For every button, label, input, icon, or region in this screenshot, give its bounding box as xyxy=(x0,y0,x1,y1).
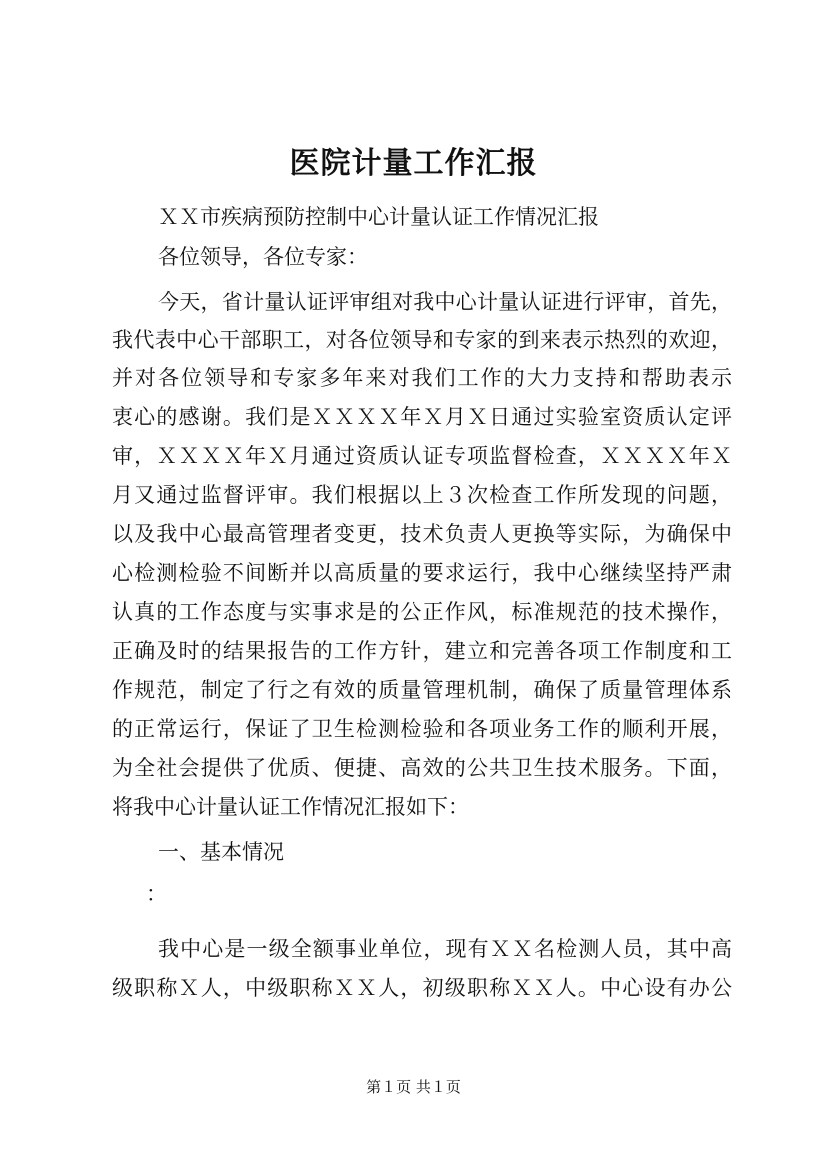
paragraph-line: 为全社会提供了优质、便捷、高效的公共卫生技术服务。下面， xyxy=(112,756,732,780)
paragraph-line: 认真的工作态度与实事求是的公正作风，标准规范的技术操作， xyxy=(112,600,732,624)
paragraph-line: 以及我中心最高管理者变更，技术负责人更换等实际，为确保中 xyxy=(112,522,732,546)
paragraph-line: 月又通过监督评审。我们根据以上３次检查工作所发现的问题， xyxy=(112,483,732,507)
paragraph-line: 今天，省计量认证评审组对我中心计量认证进行评审，首先， xyxy=(158,290,732,314)
paragraph-line: 级职称Ｘ人，中级职称ＸＸ人，初级职称ＸＸ人。中心设有办公 xyxy=(112,976,732,1000)
paragraph-line: 作规范，制定了行之有效的质量管理机制，确保了质量管理体系 xyxy=(112,678,732,702)
paragraph-line: 的正常运行，保证了卫生检测检验和各项业务工作的顺利开展， xyxy=(112,717,732,741)
paragraph-line: 并对各位领导和专家多年来对我们工作的大力支持和帮助表示 xyxy=(112,366,732,390)
paragraph-line: 心检测检验不间断并以高质量的要求运行，我中心继续坚持严肃 xyxy=(112,561,732,585)
paragraph-line: 将我中心计量认证工作情况汇报如下： xyxy=(112,795,469,819)
section-heading: 一、基本情况 xyxy=(158,840,284,864)
salutation: 各位领导，各位专家： xyxy=(158,245,368,269)
colon-line: ： xyxy=(146,882,167,906)
paragraph-line: 衷心的感谢。我们是ＸＸＸＸ年Ｘ月Ｘ日通过实验室资质认定评 xyxy=(112,405,732,429)
paragraph-line: 我代表中心干部职工，对各位领导和专家的到来表示热烈的欢迎， xyxy=(112,328,732,352)
document-title: 医院计量工作汇报 xyxy=(289,146,538,181)
paragraph-line: 我中心是一级全额事业单位，现有ＸＸ名检测人员，其中高 xyxy=(158,937,732,961)
page-footer: 第１页 共１页 xyxy=(366,1078,461,1096)
paragraph-line: 审，ＸＸＸＸ年Ｘ月通过资质认证专项监督检查，ＸＸＸＸ年Ｘ xyxy=(112,444,732,468)
paragraph-line: 正确及时的结果报告的工作方针，建立和完善各项工作制度和工 xyxy=(112,639,732,663)
document-subtitle: ＸＸ市疾病预防控制中心计量认证工作情况汇报 xyxy=(158,205,599,229)
